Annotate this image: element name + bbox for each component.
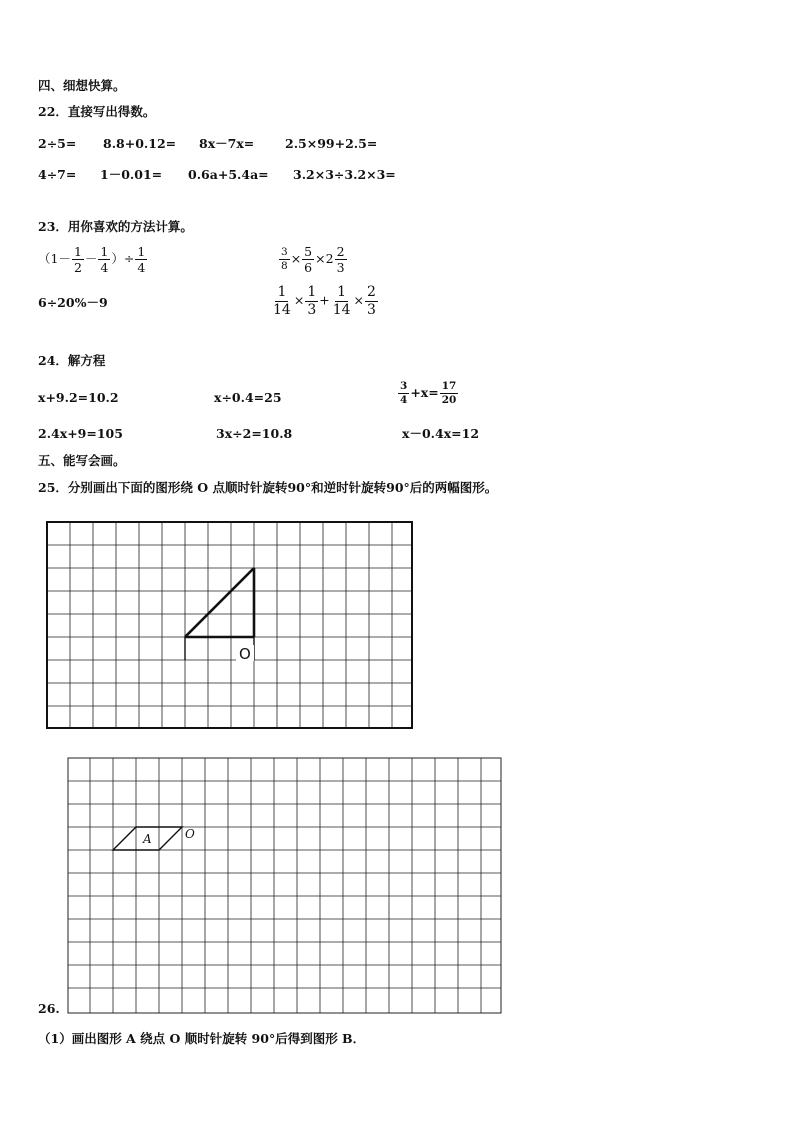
q26-instruction: （1）画出图形 A 绕点 O 顺时针旋转 90°后得到图形 B． [38, 1031, 366, 1046]
q23-expression-1: （1－ $\frac{1}{2}$ － $\frac{1}{4}$ ）÷ $\frac{1}{4}$ [38, 244, 146, 276]
q26-grid [67, 757, 503, 1015]
equation: x－0.4x=12 [402, 426, 480, 441]
section-5-title: 五、能写会画。 [38, 453, 126, 468]
q22-item: 2÷5= [38, 136, 77, 151]
q22-item: 2.5×99+2.5= [285, 136, 378, 151]
q22-item: 8.8+0.12= [103, 136, 177, 151]
rotation-point-label: O [239, 645, 251, 663]
equation: x+9.2=10.2 [38, 390, 119, 405]
section-4-title: 四、细想快算。 [38, 78, 126, 93]
q22-item: 3.2×3÷3.2×3= [293, 167, 396, 182]
equation: x÷0.4=25 [214, 390, 282, 405]
q25-title: 25．分别画出下面的图形绕 O 点顺时针旋转90°和逆时针旋转90°后的两幅图形。 [38, 480, 498, 495]
q22-item: 1－0.01= [100, 167, 163, 182]
triangle-shape [185, 568, 254, 637]
q23-expression-3: 6÷20%－9 [38, 295, 108, 310]
q22-item: 8x－7x= [199, 136, 255, 151]
q24-title: 24．解方程 [38, 353, 106, 368]
point-o-label: O [185, 827, 195, 841]
q22-item: 0.6a+5.4a= [188, 167, 269, 182]
q23-title: 23．用你喜欢的方法计算。 [38, 219, 193, 234]
equation: 2.4x+9=105 [38, 426, 123, 441]
q26-number: 26. [38, 1001, 60, 1016]
q22-title: 22．直接写出得数。 [38, 104, 156, 119]
q23-expression-2: $\frac{3}{8}$ × $\frac{5}{6}$ ×2 $\frac{2}{3}$ [281, 244, 345, 276]
q23-expression-4: $\frac{1}{14}$ × $\frac{1}{3}$ + $\frac{1}{14}$ × $\frac{2}{3}$ [273, 284, 376, 318]
shape-a-label: A [143, 832, 152, 846]
equation: 3x÷2=10.8 [216, 426, 293, 441]
q25-grid [46, 521, 414, 731]
q22-item: 4÷7= [38, 167, 77, 182]
equation: $\frac{3}{4}$ +x= $\frac{17}{20}$ [400, 380, 457, 407]
